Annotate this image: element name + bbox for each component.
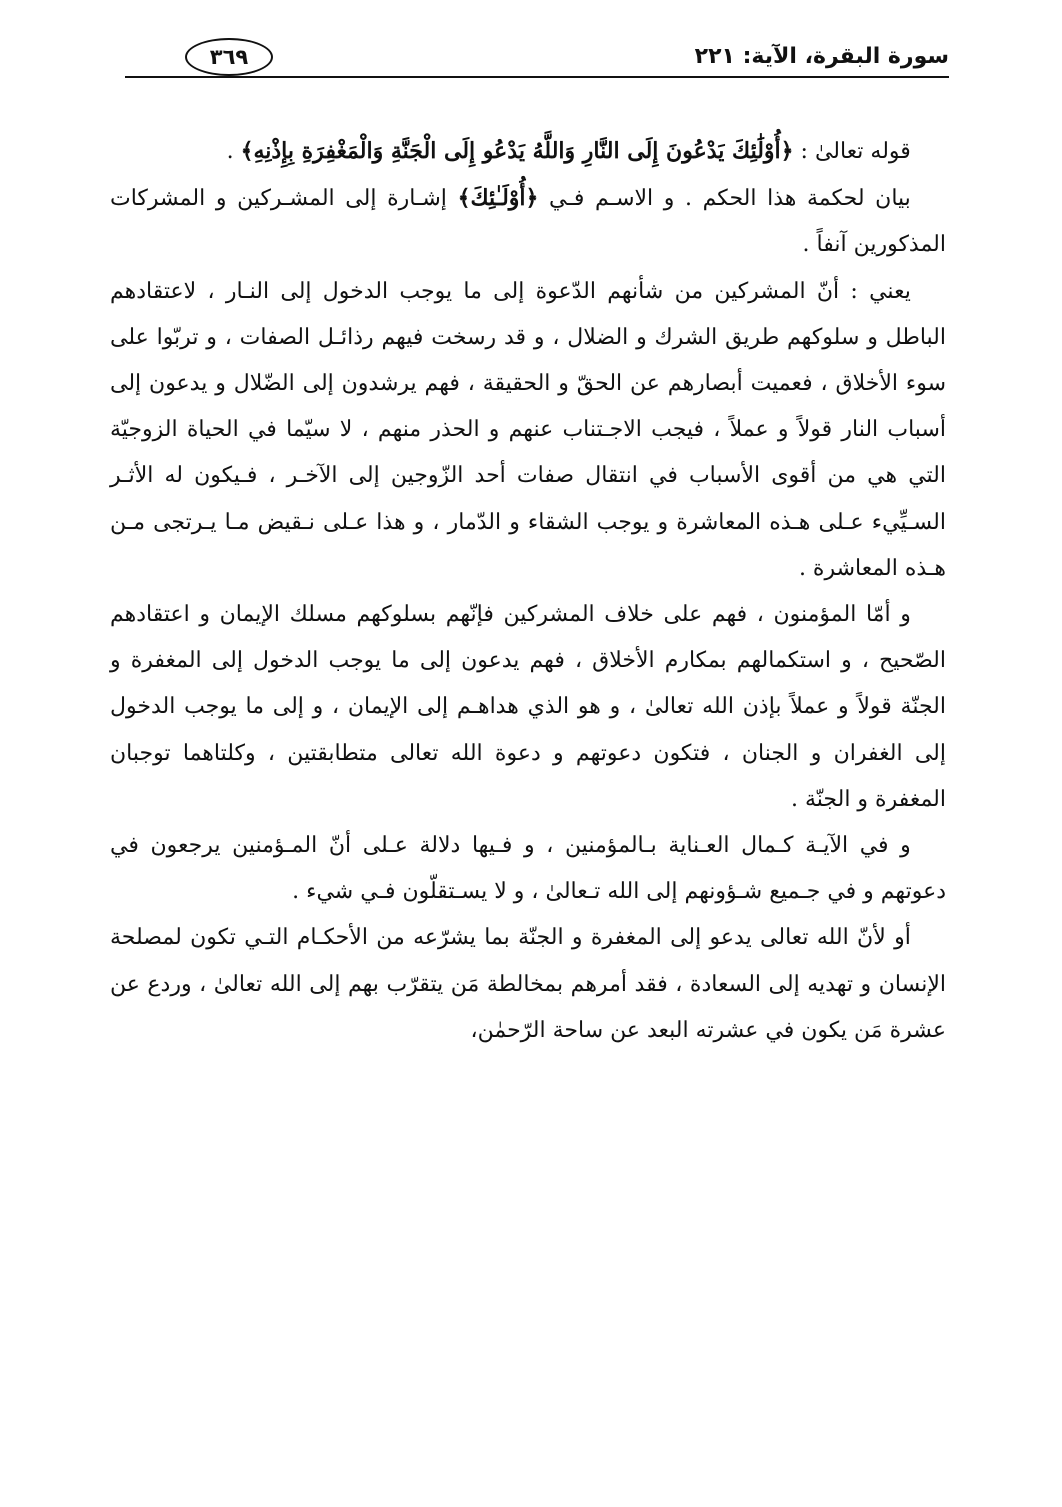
quran-verse: ﴿أُوْلَٰئِكَ يَدْعُونَ إِلَى النَّارِ وَاللَّهُ يَدْعُو إِلَى الْجَنَّةِ وَالْمَغْفِرَةِ بِإِذْنِهِ﴾ [240,138,794,164]
verse-intro: قوله تعالىٰ : [793,139,911,164]
header-rule [125,76,949,78]
paragraph-muminun: و أمّا المؤمنون ، فهم على خلاف المشركين فإنّهم بسلوكهم مسلك الإيمان و اعتقادهم الصّحيح ، و استكمالهم بمكارم الأخلاق ، فهم يدعون إلى ما يوجب الدخول إلى المغفرة و الجنّة قولاً و عملاً بإذن الله تعالىٰ ، و هو الذي هداهـم إلى الإيمان ، و إلى ما يوجب الدخول إلى الغفران و الجنان ، فتكون دعوتهم و دعوة الله تعالى متطابقتين ، وكلتاهما توجبان المغفرة و الجنّة . [110,602,946,812]
paragraph-explanation [110,175,946,268]
paragraph-mushrikin: يعني : أنّ المشركين من شأنهم الدّعوة إلى ما يوجب الدخول إلى النـار ، لاعتقادهم الباطل و سلوكهم طريق الشرك و الضلال ، و قد رسخت فيهم رذائـل الصفات ، و تربّوا على سوء الأخلاق ، فعميت أبصارهم عن الحقّ و الحقيقة ، فهم يرشدون إلى الضّلال و يدعون إلى أسباب النار قولاً و عملاً ، فيجب الاجـتناب عنهم و الحذر منهم ، لا سيّما في الحياة الزوجيّة التي هي من أقوى الأسباب في انتقال صفات أحد الزّوجين إلى الآخـر ، فـيكون له الأثـر السـيِّيء عـلى هـذه المعاشرة و يوجب الشقاء و الدّمار ، و هذا عـلى نـقيض مـا يـرتجى مـن هـذه المعاشرة . [110,278,946,581]
paragraph-inayah: و في الآيـة كـمال العـناية بـالمؤمنين ، و فـيها دلالة عـلى أنّ المـؤمنين يرجعون في دعوتهم و في جـميع شـؤونهم إلى الله تـعالىٰ ، و لا يسـتقلّون فـي شيء . [110,833,946,905]
page-body [110,128,946,1054]
explanation-text-2: إشـارة إلى المشـركين و المشركات المذكورين آنفاً . [110,186,946,258]
page-number: ٣٦٩ [185,38,273,76]
paragraph-tashri: أو لأنّ الله تعالى يدعو إلى المغفرة و الجنّة بما يشرّعه من الأحكـام التـي تكون لمصلحة الإنسان و تهديه إلى السعادة ، فقد أمرهم بمخالطة مَن يتقرّب بهم إلى الله تعالىٰ ، وردع عن عشرة مَن يكون في عشرته البعد عن ساحة الرّحمٰن، [110,925,946,1043]
running-title: سورة البقرة، الآية: ٢٢١ [694,44,949,69]
explanation-text-1: بيان لحكمة هذا الحكم . و الاسـم فـي [538,186,911,212]
paragraph-verse [110,128,946,175]
verse-end: . [226,139,241,164]
quran-word: ﴿أُوْلَـٰئِكَ﴾ [457,185,539,212]
page-header [125,38,949,84]
